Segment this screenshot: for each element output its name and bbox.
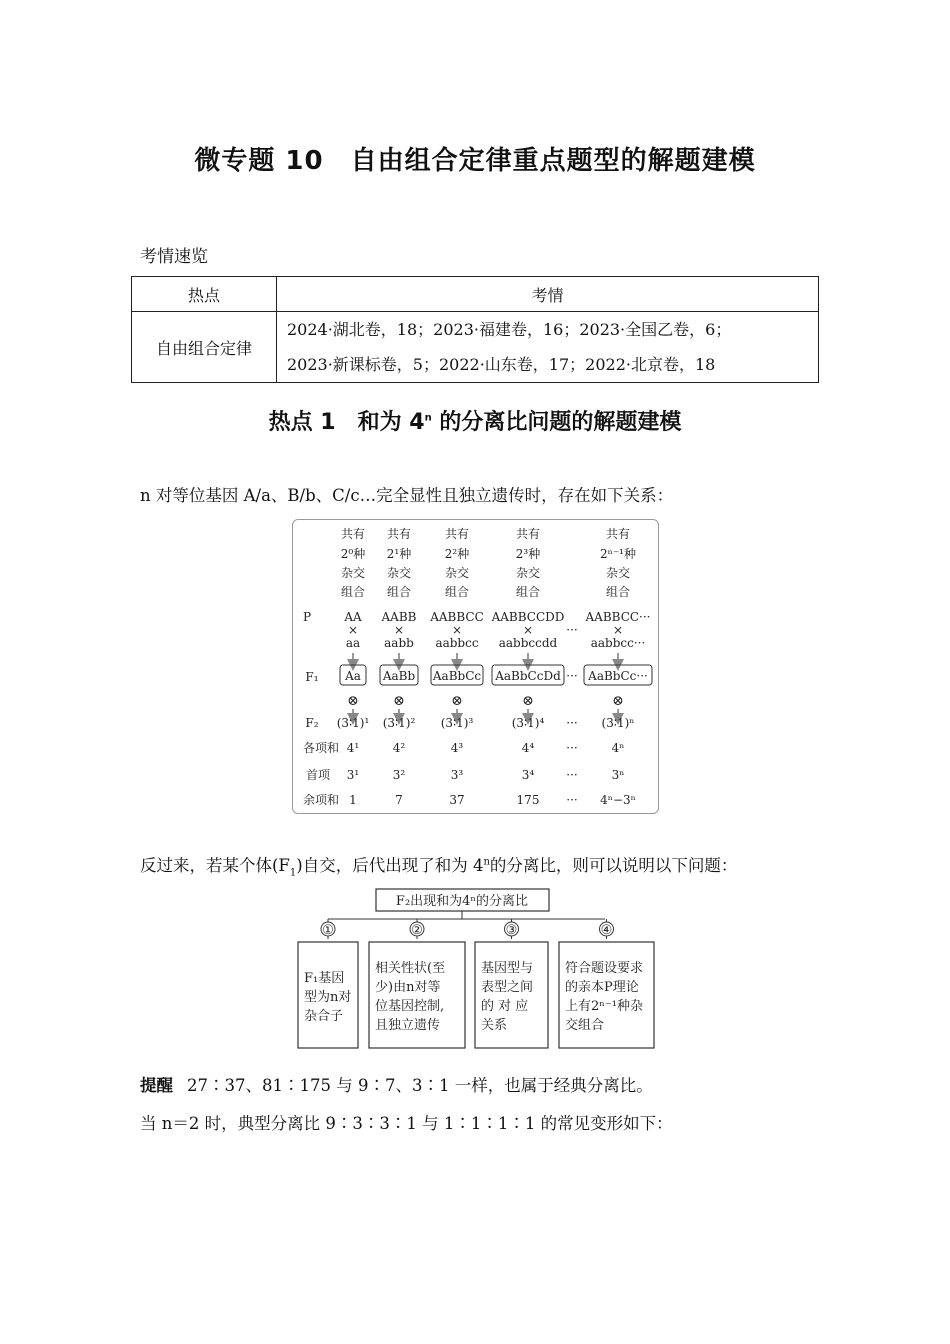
ellipsis-row-3: ··· — [566, 793, 578, 807]
first-value-4: 3ⁿ — [611, 768, 625, 782]
figure-cross-diagram — [292, 519, 659, 814]
rest-value-0: 1 — [349, 793, 357, 807]
header-exam: 考情 — [277, 277, 819, 312]
header-mid-4: 杂交 — [605, 566, 631, 580]
cell-topic: 自由组合定律 — [132, 312, 277, 383]
branch-number-2: ③ — [505, 923, 518, 938]
ellipsis-row-2: ··· — [566, 768, 578, 782]
f1-genotype-4: AaBbCc··· — [588, 669, 648, 683]
ellipsis-p: ··· — [566, 623, 578, 637]
f2-ratio-0: (3∶1)¹ — [336, 716, 370, 730]
parent-bot-3: aabbccdd — [498, 636, 558, 650]
header-mid-0: 杂交 — [340, 566, 366, 580]
parent-top-0: AA — [344, 610, 362, 624]
ellipsis-row-0: ··· — [566, 716, 578, 730]
first-value-0: 3¹ — [346, 768, 360, 782]
rest-value-2: 37 — [449, 793, 465, 807]
rest-value-3: 175 — [516, 793, 540, 807]
first-value-2: 3³ — [450, 768, 464, 782]
header-count-0: 2⁰种 — [340, 547, 366, 561]
exam-line-1: 2024·湖北卷，18；2023·福建卷，16；2023·全国乙卷，6； — [287, 320, 732, 339]
section-label: 考情速览 — [140, 247, 208, 267]
f2-ratio-3: (3∶1)⁴ — [511, 716, 545, 730]
parent-bot-1: aabb — [384, 636, 414, 650]
conclusion-line-3-1: 的亲本P理论 — [565, 980, 639, 995]
self-cross-symbol-4: ⊗ — [612, 693, 624, 709]
paragraph-2: 反过来，若某个体$(F_1)$自交，后代出现了和为 4$^n$的分离比，则可以说明以下问题： — [140, 856, 738, 879]
sum-value-0: 4¹ — [346, 741, 360, 755]
self-cross-symbol-3: ⊗ — [522, 693, 534, 709]
f2-ratio-4: (3∶1)ⁿ — [601, 716, 635, 730]
f1-genotype-3: AaBbCcDd — [495, 669, 561, 683]
header-top-3: 共有 — [515, 527, 541, 541]
header-topic: 热点 — [132, 277, 277, 312]
conclusion-line-0-0: F₁基因 — [304, 971, 345, 986]
f2-ratio-1: (3∶1)² — [382, 716, 416, 730]
header-top-0: 共有 — [340, 527, 366, 541]
header-mid-2: 杂交 — [444, 566, 470, 580]
header-mid-1: 杂交 — [386, 566, 412, 580]
header-top-1: 共有 — [386, 527, 412, 541]
conclusion-line-2-2: 的 对 应 — [481, 999, 529, 1014]
branch-number-1: ② — [411, 923, 423, 938]
f1-genotype-0: Aa — [345, 669, 361, 683]
row-label-p: P — [302, 610, 312, 624]
header-bot-1: 组合 — [386, 585, 412, 599]
conclusion-line-3-0: 符合题设要求 — [565, 961, 644, 976]
ellipsis-row-1: ··· — [566, 741, 578, 755]
cross-symbol-2: × — [451, 623, 463, 637]
branch-number-0: ① — [322, 923, 334, 938]
row-label-f1: F₁ — [305, 670, 319, 684]
parent-top-3: AABBCCDD — [491, 610, 565, 624]
tip-label: 提醒 — [140, 1076, 173, 1095]
parent-bot-4: aabbcc··· — [590, 636, 646, 650]
conclusion-line-1-0: 相关性状(至 — [375, 961, 446, 976]
header-bot-2: 组合 — [444, 585, 470, 599]
cross-symbol-0: × — [347, 623, 359, 637]
header-bot-0: 组合 — [340, 585, 366, 599]
branch-number-3: ④ — [600, 923, 613, 938]
header-count-1: 2¹种 — [386, 547, 412, 561]
tip-line — [140, 1072, 653, 1096]
header-mid-3: 杂交 — [515, 566, 541, 580]
header-bot-3: 组合 — [515, 585, 541, 599]
conclusion-line-1-3: 且独立遗传 — [375, 1018, 441, 1033]
f1-genotype-2: AaBbCc — [432, 669, 482, 683]
paragraph-3: 当 n＝2 时，典型分离比 9∶3∶3∶1 与 1∶1∶1∶1 的常见变形如下： — [140, 1114, 673, 1133]
row-label-rest: 余项和 — [302, 793, 340, 807]
conclusion-line-2-1: 表型之间 — [481, 980, 534, 995]
row-label-sum: 各项和 — [302, 741, 340, 755]
f2-ratio-2: (3∶1)³ — [440, 716, 474, 730]
sum-value-3: 4⁴ — [521, 741, 535, 755]
conclusion-line-2-0: 基因型与 — [481, 961, 534, 976]
parent-top-4: AABBCC··· — [585, 610, 651, 624]
parent-bot-0: aa — [345, 636, 361, 650]
header-count-2: 2²种 — [444, 547, 470, 561]
conclusion-line-2-3: 关系 — [481, 1018, 508, 1033]
parent-top-1: AABB — [381, 610, 417, 624]
conclusion-line-3-2: 上有2ⁿ⁻¹种杂 — [565, 999, 643, 1014]
conclusion-line-3-3: 交组合 — [565, 1018, 605, 1033]
conclusion-line-0-1: 型为n对 — [304, 990, 352, 1005]
conclusion-line-1-2: 位基因控制, — [375, 999, 445, 1014]
rest-value-1: 7 — [395, 793, 403, 807]
parent-top-2: AABBCC — [430, 610, 484, 624]
parent-bot-2: aabbcc — [435, 636, 479, 650]
rest-value-4: 4ⁿ−3ⁿ — [600, 793, 636, 807]
header-count-4: 2ⁿ⁻¹种 — [600, 547, 636, 561]
cross-symbol-1: × — [393, 623, 405, 637]
conclusion-line-1-1: 少)由n对等 — [375, 980, 441, 995]
header-count-3: 2³种 — [515, 547, 541, 561]
cell-exams — [277, 312, 819, 383]
page-title: 微专题 10 自由组合定律重点题型的解题建模 — [194, 146, 756, 176]
table-row — [132, 312, 819, 383]
exam-line-2: 2023·新课标卷，5；2022·山东卷，17；2022·北京卷，18 — [287, 355, 716, 374]
conclusion-line-0-2: 杂合子 — [304, 1009, 344, 1024]
first-value-1: 3² — [392, 768, 406, 782]
table-header-row — [132, 277, 819, 312]
header-top-2: 共有 — [444, 527, 470, 541]
self-cross-symbol-0: ⊗ — [347, 693, 359, 709]
header-bot-4: 组合 — [605, 585, 631, 599]
top-box-label: F₂出现和为4ⁿ的分离比 — [395, 894, 529, 909]
sum-value-2: 4³ — [450, 741, 464, 755]
hotspot-title: 热点 1 和为 4$^n$ 的分离比问题的解题建模 — [268, 410, 682, 435]
exam-table — [131, 276, 819, 383]
first-value-3: 3⁴ — [521, 768, 535, 782]
sum-value-1: 4² — [392, 741, 406, 755]
sum-value-4: 4ⁿ — [611, 741, 625, 755]
row-label-f2: F₂ — [305, 716, 319, 730]
tip-text: 27∶37、81∶175 与 9∶7、3∶1 一样，也属于经典分离比。 — [187, 1076, 653, 1095]
ellipsis-f1: ··· — [566, 669, 578, 683]
self-cross-symbol-1: ⊗ — [393, 693, 405, 709]
f1-genotype-1: AaBb — [382, 669, 416, 683]
figure-conclusion-diagram — [295, 886, 657, 1050]
paragraph-1: n 对等位基因 A/a、B/b、C/c…完全显性且独立遗传时，存在如下关系： — [140, 486, 674, 505]
cross-symbol-4: × — [612, 623, 624, 637]
header-top-4: 共有 — [605, 527, 631, 541]
row-label-first: 首项 — [305, 768, 331, 782]
cross-symbol-3: × — [522, 623, 534, 637]
self-cross-symbol-2: ⊗ — [451, 693, 463, 709]
